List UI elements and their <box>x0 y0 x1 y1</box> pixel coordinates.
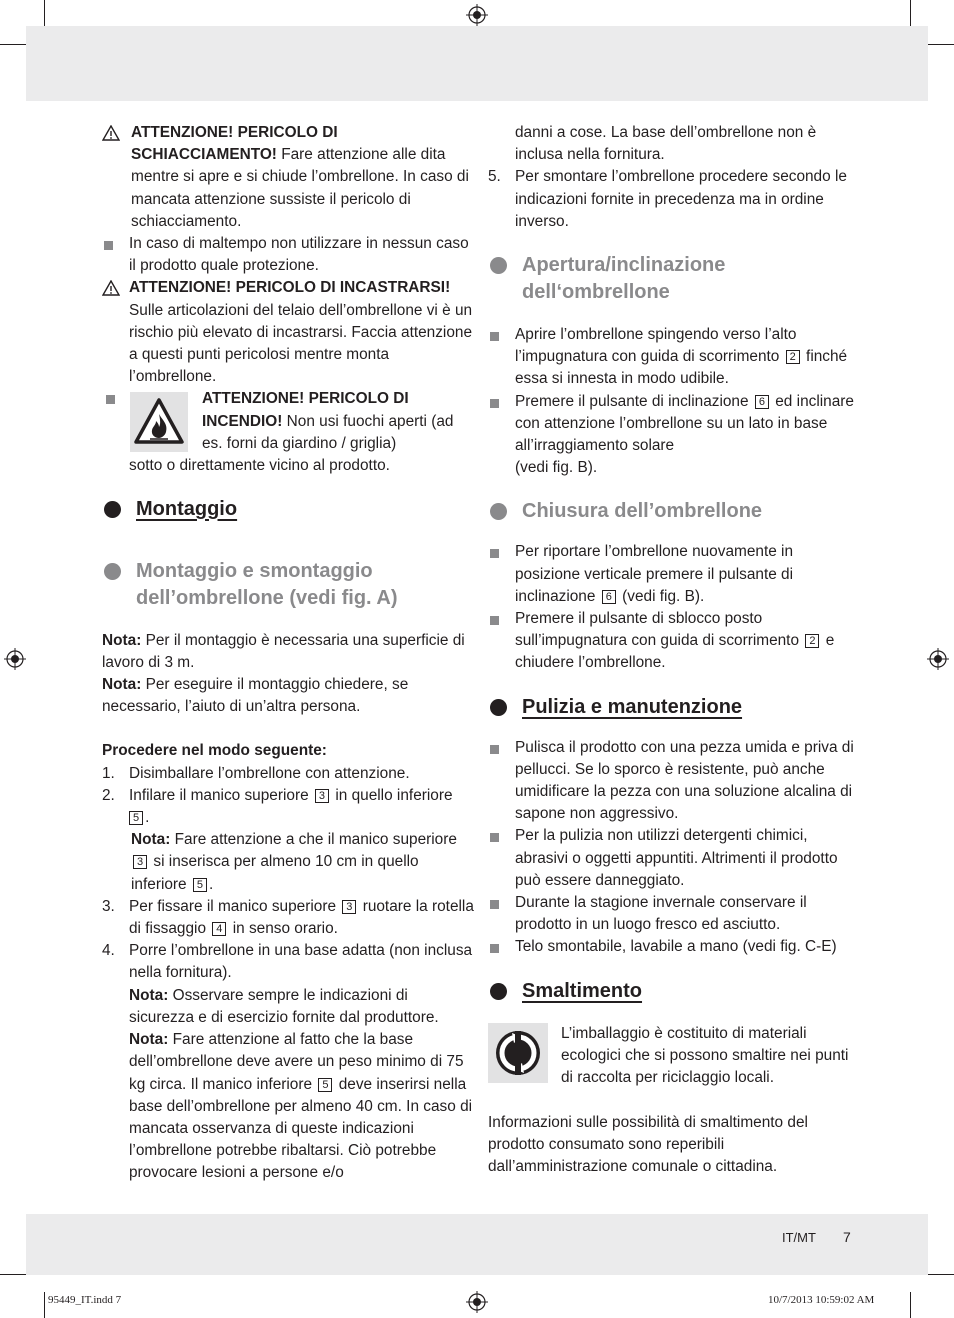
section-heading-montaggio: Montaggio <box>102 496 474 523</box>
warning-title: ATTENZIONE! PERICOLO DI INCENDIO! <box>202 390 409 430</box>
list-item: Per la pulizia non utilizzi detergenti chimici, abrasivi o oggetti appuntiti. Altrimenti il prodotto può essere danneggiato. <box>488 825 854 892</box>
list-item: Premere il pulsante di sblocco posto sull’impugnatura con guida di scorrimento 2 e chiudere l’ombrellone. <box>488 608 854 675</box>
language-code: IT/MT <box>782 1230 816 1245</box>
section-heading-chiusura: Chiusura dell’ombrellone <box>488 498 854 525</box>
warning-triangle-icon <box>102 280 120 296</box>
registration-mark-icon <box>466 1291 488 1313</box>
step-continuation: danni a cose. La base dell’ombrellone non è inclusa nella fornitura. <box>515 124 817 164</box>
list-item: Pulisca il prodotto con una pezza umida e priva di pellucci. Se lo sporco è resistente, può anche umidificare la pezza con una soluzione alcalina di sapone non aggressivo. <box>488 737 854 826</box>
crop-mark <box>44 1292 45 1318</box>
warning-crushing <box>102 122 474 233</box>
page-number: 7 <box>843 1229 851 1245</box>
step-item: 3. Per fissare il manico superiore 3 ruotare la rotella di fissaggio 4 in senso orario. <box>102 897 474 938</box>
warning-trapping <box>102 277 474 388</box>
note: Nota: Per il montaggio è necessaria una superficie di lavoro di 3 m. <box>102 631 465 671</box>
section-heading-pulizia: Pulizia e manutenzione <box>488 694 854 721</box>
registration-mark-icon <box>466 4 488 26</box>
timestamp: 10/7/2013 10:59:02 AM <box>768 1294 875 1306</box>
section-heading-smaltimento: Smaltimento <box>488 978 854 1005</box>
crop-mark <box>910 1292 911 1318</box>
crop-mark <box>0 1274 26 1275</box>
warning-text: Non usi fuochi aperti (ad es. forni da giardino / griglia) <box>202 412 454 452</box>
list-item: Durante la stagione invernale conservare il prodotto in un luogo fresco ed asciutto. <box>488 892 854 936</box>
file-name: 95449_IT.indd 7 <box>48 1294 122 1306</box>
list-item: Aprire l’ombrellone spingendo verso l’alto l’impugnatura con guida di scorrimento 2 finché essa si innesta in modo udibile. <box>488 324 854 391</box>
warning-text: Fare attenzione alle dita mentre si apre e si chiude l’ombrellone. In caso di mancata attenzione sussiste il pericolo di schiacciamento. <box>131 146 469 230</box>
right-column <box>488 122 854 1178</box>
step-item: 1. Disimballare l’ombrellone con attenzione. <box>102 764 410 782</box>
step-item: 4. Porre l’ombrellone in una base adatta (non inclusa nella fornitura). Nota: Osservare sempre le indicazioni di sicurezza e di esercizio fornite dal produttore. Nota: Fare attenzione al fatto che la base dell’ombrellone deve avere un peso minimo di 75 kg circa. Il manico inferiore 5 deve inserirsi nella base dell’ombrellone per almeno 40 cm. In caso di mancata osservanza di queste indicazioni l’ombrellone potrebbe ribaltarsi. Ciò potrebbe provocare lesioni a persone e/o <box>102 942 473 1182</box>
procedure-heading: Procedere nel modo seguente: <box>102 742 327 760</box>
warning-fire-continuation: sotto o direttamente vicino al prodotto. <box>129 457 390 475</box>
disposal-text: L’imballaggio è costituito di materiali ecologici che si possono smaltire nei punti di raccolta per riciclaggio locali. <box>561 1024 849 1087</box>
crop-mark <box>44 0 45 26</box>
step-note: Nota: Fare attenzione a che il manico superiore 3 si inserisca per almeno 10 cm in quello inferiore 5 . <box>131 831 457 893</box>
crop-mark <box>0 44 26 45</box>
list-item: Per riportare l’ombrellone nuovamente in posizione verticale premere il pulsante di inclinazione 6 (vedi fig. B). <box>488 541 854 608</box>
registration-mark-icon <box>4 648 26 670</box>
step-item: 2. Infilare il manico superiore 3 in quello inferiore 5 . <box>102 786 453 827</box>
list-item: Premere il pulsante di inclinazione 6 ed inclinare con attenzione l’ombrellone su un lato in base all’irraggiamento solare (vedi fig. B). <box>488 391 854 480</box>
warning-triangle-icon <box>102 125 120 141</box>
fire-hazard-icon <box>130 392 188 452</box>
section-heading-montaggio-smontaggio: Montaggio e smontaggio dell’ombrellone (vedi fig. A) <box>102 558 474 612</box>
section-heading-apertura: Apertura/inclinazione dell‘ombrellone <box>488 252 854 306</box>
warning-title: ATTENZIONE! PERICOLO DI INCASTRARSI! <box>129 279 451 297</box>
warning-fire <box>102 388 474 455</box>
crop-mark <box>910 0 911 26</box>
registration-mark-icon <box>927 648 949 670</box>
crop-mark <box>928 44 954 45</box>
green-dot-recycling-icon <box>488 1023 548 1083</box>
warning-title: ATTENZIONE! PERICOLO DI SCHIACCIAMENTO! <box>131 124 338 164</box>
disposal-block <box>488 1023 854 1093</box>
left-column <box>102 122 474 1185</box>
crop-mark <box>928 1274 954 1275</box>
warning-text: Sulle articolazioni del telaio dell’ombrellone vi è un rischio più elevato di incastrarsi. Faccia attenzione a questi punti pericolosi mentre monta l’ombrellone. <box>129 301 473 386</box>
list-item: In caso di maltempo non utilizzare in nessun caso il prodotto quale protezione. <box>102 233 474 277</box>
note: Nota: Per eseguire il montaggio chiedere, se necessario, l’aiuto di un’altra persona. <box>102 676 409 716</box>
list-item: Telo smontabile, lavabile a mano (vedi fig. C-E) <box>488 936 854 958</box>
header-band <box>26 26 928 101</box>
step-item: 5. Per smontare l’ombrellone procedere secondo le indicazioni fornite in precedenza ma in ordine inverso. <box>488 168 847 230</box>
disposal-info: Informazioni sulle possibilità di smaltimento del prodotto consumato sono reperibili dall’amministrazione comunale o cittadina. <box>488 1113 808 1176</box>
